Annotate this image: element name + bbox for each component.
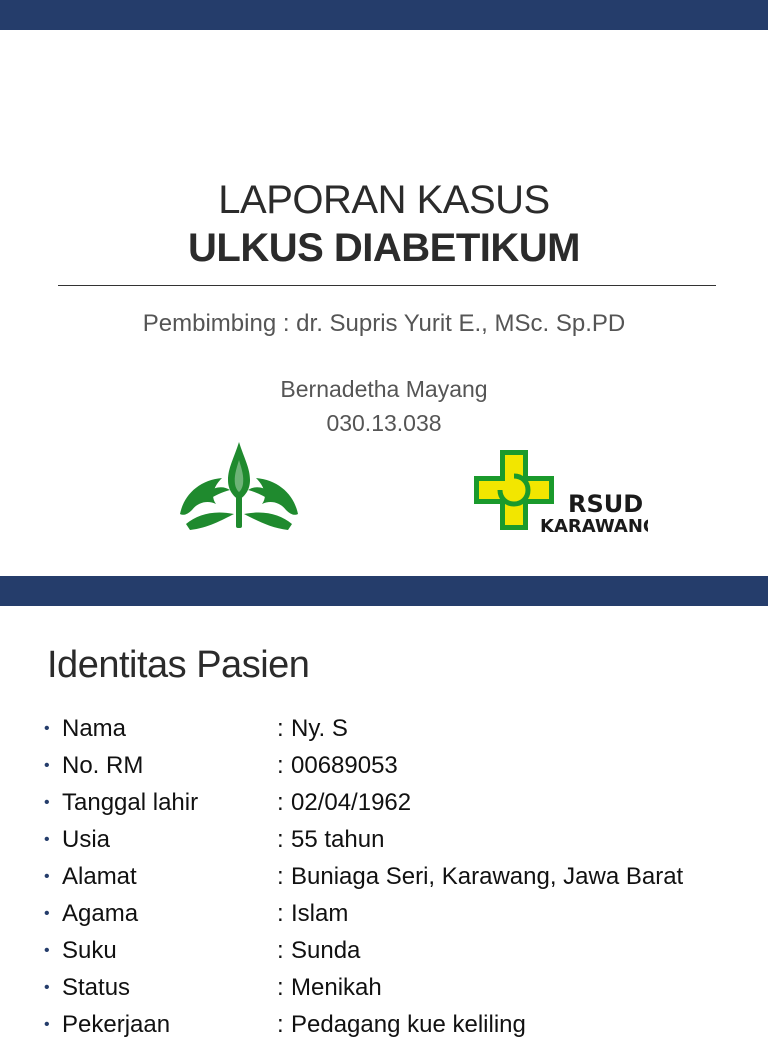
bullet-icon: •	[44, 868, 50, 885]
bullet-icon: •	[44, 831, 50, 848]
identity-section-title: Identitas Pasien	[47, 644, 310, 686]
report-title: LAPORAN KASUS	[218, 178, 550, 222]
author-name: Bernadetha Mayang	[280, 376, 488, 402]
identity-row	[44, 971, 744, 1008]
title-slide	[0, 30, 768, 576]
identity-label: Usia	[62, 826, 111, 853]
case-title: ULKUS DIABETIKUM	[188, 226, 580, 270]
identity-value: Menikah	[291, 974, 382, 1001]
identity-separator: :	[277, 1011, 284, 1038]
identity-row	[44, 786, 744, 823]
identity-separator: :	[277, 974, 284, 1001]
bullet-icon: •	[44, 979, 50, 996]
identity-value: Islam	[291, 900, 349, 927]
rsud-label: RSUD	[568, 490, 644, 518]
identity-value: 00689053	[291, 752, 398, 779]
identity-slide	[0, 606, 768, 1038]
identity-row	[44, 823, 744, 860]
patient-identity-list	[44, 712, 744, 1045]
identity-row	[44, 1008, 744, 1045]
slide-separator-bar	[0, 576, 768, 606]
identity-separator: :	[277, 937, 284, 964]
identity-value: 55 tahun	[291, 826, 385, 853]
identity-label: Suku	[62, 937, 117, 964]
identity-value: 02/04/1962	[291, 789, 412, 816]
identity-value: Ny. S	[291, 715, 348, 742]
identity-label: Agama	[62, 900, 139, 927]
bullet-icon: •	[44, 905, 50, 922]
bullet-icon: •	[44, 794, 50, 811]
identity-row	[44, 749, 744, 786]
bullet-icon: •	[44, 1016, 50, 1033]
author-id: 030.13.038	[326, 410, 442, 436]
identity-separator: :	[277, 826, 284, 853]
identity-label: No. RM	[62, 752, 144, 779]
identity-label: Status	[62, 974, 131, 1001]
identity-value: Pedagang kue keliling	[291, 1011, 526, 1038]
rsud-karawang-logo-icon	[470, 446, 648, 538]
identity-separator: :	[277, 900, 284, 927]
identity-separator: :	[277, 752, 284, 779]
identity-separator: :	[277, 715, 284, 742]
bullet-icon: •	[44, 757, 50, 774]
trisakti-emblem-icon	[178, 440, 300, 532]
karawang-label: KARAWANG	[540, 516, 648, 537]
identity-row	[44, 897, 744, 934]
supervisor-line: Pembimbing : dr. Supris Yurit E., MSc. Sp.PD	[142, 310, 626, 337]
title-divider	[58, 285, 716, 286]
identity-row	[44, 712, 744, 749]
identity-value: Sunda	[291, 937, 361, 964]
identity-label: Tanggal lahir	[62, 789, 199, 816]
identity-row	[44, 860, 744, 897]
identity-value: Buniaga Seri, Karawang, Jawa Barat	[291, 863, 684, 890]
identity-label: Nama	[62, 715, 127, 742]
top-banner-bar	[0, 0, 768, 30]
identity-separator: :	[277, 789, 284, 816]
identity-label: Alamat	[62, 863, 137, 890]
bullet-icon: •	[44, 942, 50, 959]
identity-row	[44, 934, 744, 971]
identity-separator: :	[277, 863, 284, 890]
identity-label: Pekerjaan	[62, 1011, 171, 1038]
bullet-icon: •	[44, 720, 50, 737]
